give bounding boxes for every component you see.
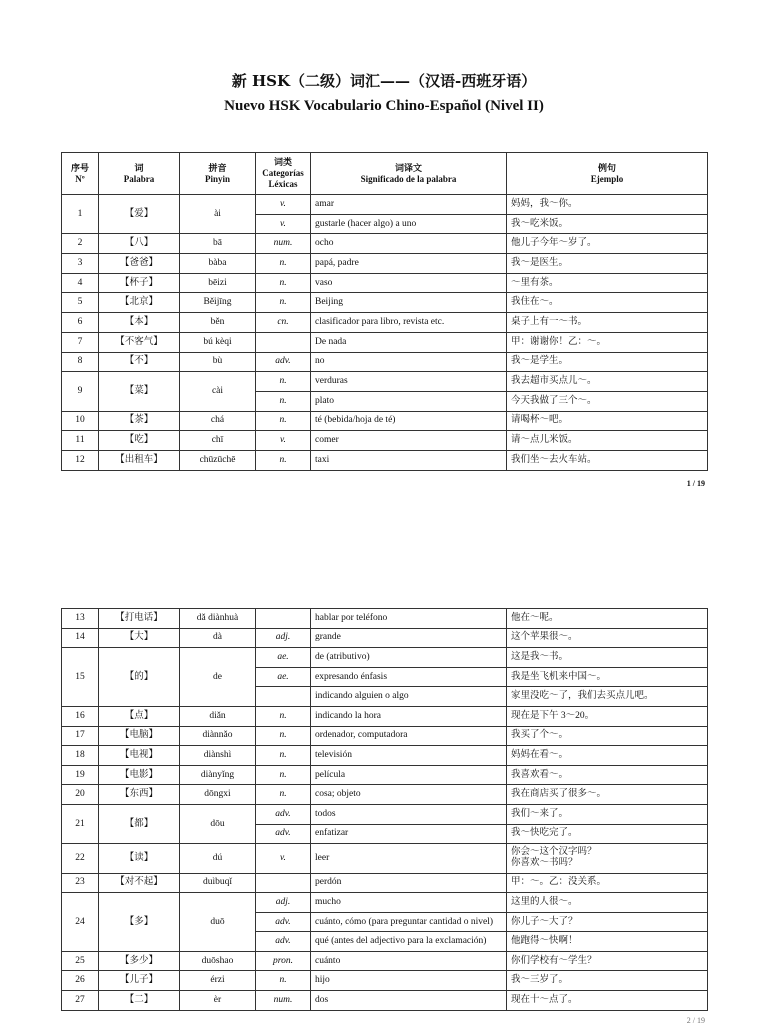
entry-example: 我～三岁了。	[507, 971, 708, 991]
entry-example: 这个苹果很～。	[507, 628, 708, 648]
entry-meaning: televisión	[311, 746, 507, 766]
entry-meaning: clasificador para libro, revista etc.	[311, 313, 507, 333]
entry-pinyin: dú	[180, 844, 256, 873]
entry-example: 你们学校有～学生？	[507, 951, 708, 971]
entry-category: cn.	[256, 313, 311, 333]
entry-word: 【不】	[99, 352, 180, 372]
entry-category: ae.	[256, 667, 311, 687]
entry-category: v.	[256, 844, 311, 873]
entry-pinyin: dōngxi	[180, 785, 256, 805]
entry-meaning: gustarle (hacer algo) a uno	[311, 214, 507, 234]
entry-category	[256, 873, 311, 893]
entry-word: 【点】	[99, 706, 180, 726]
entry-example: 甲：～。乙：没关系。	[507, 873, 708, 893]
entry-word: 【对不起】	[99, 873, 180, 893]
entry-number: 24	[62, 893, 99, 952]
entry-category: pron.	[256, 951, 311, 971]
entry-word: 【读】	[99, 844, 180, 873]
entry-category	[256, 687, 311, 707]
entry-word: 【儿子】	[99, 971, 180, 991]
entry-number: 25	[62, 951, 99, 971]
entry-pinyin: dà	[180, 628, 256, 648]
entry-example: 妈妈在看～。	[507, 746, 708, 766]
entry-category: v.	[256, 431, 311, 451]
vocab-table-page-1	[61, 152, 708, 471]
table-row	[62, 804, 708, 824]
entry-number: 20	[62, 785, 99, 805]
entry-example: 请喝杯～吧。	[507, 411, 708, 431]
entry-number: 17	[62, 726, 99, 746]
entry-meaning: expresando énfasis	[311, 667, 507, 687]
entry-category: ae.	[256, 648, 311, 668]
entry-meaning: ordenador, computadora	[311, 726, 507, 746]
entry-meaning: té (bebida/hoja de té)	[311, 411, 507, 431]
table-row	[62, 873, 708, 893]
entry-category: n.	[256, 254, 311, 274]
entry-word: 【电视】	[99, 746, 180, 766]
table-row	[62, 195, 708, 215]
entry-example: 现在是下午 3～20。	[507, 706, 708, 726]
entry-meaning: ocho	[311, 234, 507, 254]
entry-example: 我买了个～。	[507, 726, 708, 746]
entry-word: 【茶】	[99, 411, 180, 431]
page-number: 1 / 19	[686, 479, 705, 488]
table-row	[62, 234, 708, 254]
table-row	[62, 293, 708, 313]
entry-pinyin: diànyǐng	[180, 765, 256, 785]
entry-meaning: perdón	[311, 873, 507, 893]
entry-example: 我去超市买点儿～。	[507, 372, 708, 392]
entry-example-line: 你会～这个汉字吗？	[511, 847, 597, 858]
entry-pinyin: Běijīng	[180, 293, 256, 313]
entry-number: 8	[62, 352, 99, 372]
table-row	[62, 706, 708, 726]
entry-example: 我～吃米饭。	[507, 214, 708, 234]
entry-meaning: De nada	[311, 332, 507, 352]
entry-meaning: no	[311, 352, 507, 372]
table-row	[62, 254, 708, 274]
entry-example: 妈妈，我～你。	[507, 195, 708, 215]
entry-meaning: plato	[311, 391, 507, 411]
entry-number: 7	[62, 332, 99, 352]
entry-category: adj.	[256, 893, 311, 913]
table-row	[62, 352, 708, 372]
entry-word: 【电脑】	[99, 726, 180, 746]
entry-meaning: película	[311, 765, 507, 785]
entry-example: 他在～呢。	[507, 609, 708, 629]
entry-word: 【八】	[99, 234, 180, 254]
entry-number: 5	[62, 293, 99, 313]
entry-example: 我～是学生。	[507, 352, 708, 372]
entry-category: n.	[256, 746, 311, 766]
table-row	[62, 844, 708, 873]
entry-pinyin: duìbuqǐ	[180, 873, 256, 893]
entry-word: 【多】	[99, 893, 180, 952]
entry-example-line: 你喜欢～书吗？	[511, 858, 578, 869]
entry-word: 【大】	[99, 628, 180, 648]
entry-word: 【吃】	[99, 431, 180, 451]
entry-number: 6	[62, 313, 99, 333]
entry-number: 3	[62, 254, 99, 274]
entry-category: num.	[256, 234, 311, 254]
entry-pinyin: bēizi	[180, 273, 256, 293]
entry-example: 他儿子今年～岁了。	[507, 234, 708, 254]
entry-meaning: enfatizar	[311, 824, 507, 844]
entry-word: 【不客气】	[99, 332, 180, 352]
entry-category: n.	[256, 293, 311, 313]
entry-meaning: comer	[311, 431, 507, 451]
entry-number: 22	[62, 844, 99, 873]
entry-pinyin: chūzūchē	[180, 450, 256, 470]
table-row	[62, 785, 708, 805]
entry-meaning: indicando la hora	[311, 706, 507, 726]
entry-meaning: grande	[311, 628, 507, 648]
entry-number: 9	[62, 372, 99, 411]
entry-meaning: Beijing	[311, 293, 507, 313]
entry-example: 我是坐飞机来中国～。	[507, 667, 708, 687]
table-row	[62, 991, 708, 1011]
entry-pinyin: duō	[180, 893, 256, 952]
entry-example: 我们坐～去火车站。	[507, 450, 708, 470]
title-chinese: 新 HSK（二级）词汇——（汉语-西班牙语）	[231, 72, 537, 90]
entry-pinyin: érzi	[180, 971, 256, 991]
entry-meaning: taxi	[311, 450, 507, 470]
entry-pinyin: ài	[180, 195, 256, 234]
entry-meaning: vaso	[311, 273, 507, 293]
entry-example: 这里的人很～。	[507, 893, 708, 913]
entry-meaning: dos	[311, 991, 507, 1011]
table-row	[62, 411, 708, 431]
page-number-2: 2 / 19	[686, 1016, 705, 1025]
entry-category: n.	[256, 411, 311, 431]
entry-category: v.	[256, 214, 311, 234]
entry-number: 15	[62, 648, 99, 707]
entry-example: ～里有茶。	[507, 273, 708, 293]
entry-category: n.	[256, 372, 311, 392]
entry-category	[256, 332, 311, 352]
entry-example: 我住在～。	[507, 293, 708, 313]
entry-number: 4	[62, 273, 99, 293]
entry-category: adv.	[256, 912, 311, 932]
entry-pinyin: diǎn	[180, 706, 256, 726]
entry-example: 桌子上有一～书。	[507, 313, 708, 333]
entry-meaning: hijo	[311, 971, 507, 991]
entry-pinyin: dǎ diànhuà	[180, 609, 256, 629]
entry-example	[507, 844, 708, 873]
entry-category: adv.	[256, 932, 311, 952]
entry-example: 今天我做了三个～。	[507, 391, 708, 411]
entry-meaning: hablar por teléfono	[311, 609, 507, 629]
entry-pinyin: èr	[180, 991, 256, 1011]
entry-pinyin: bàba	[180, 254, 256, 274]
entry-number: 14	[62, 628, 99, 648]
entry-meaning: verduras	[311, 372, 507, 392]
entry-word: 【都】	[99, 804, 180, 843]
entry-word: 【菜】	[99, 372, 180, 411]
entry-number: 16	[62, 706, 99, 726]
header-meaning: 词译文 Significado de la palabra	[311, 153, 507, 195]
header-word: 词 Palabra	[99, 153, 180, 195]
table-row	[62, 765, 708, 785]
entry-number: 2	[62, 234, 99, 254]
header-example: 例句 Ejemplo	[507, 153, 708, 195]
entry-pinyin: duōshao	[180, 951, 256, 971]
table-row	[62, 648, 708, 668]
entry-category: adj.	[256, 628, 311, 648]
entry-number: 19	[62, 765, 99, 785]
table-row	[62, 313, 708, 333]
entry-word: 【多少】	[99, 951, 180, 971]
entry-category	[256, 609, 311, 629]
table-row	[62, 971, 708, 991]
header-category: 词类 Categorías Léxicas	[256, 153, 311, 195]
entry-number: 1	[62, 195, 99, 234]
entry-pinyin: bù	[180, 352, 256, 372]
entry-pinyin: dōu	[180, 804, 256, 843]
entry-category: n.	[256, 273, 311, 293]
entry-meaning: leer	[311, 844, 507, 873]
entry-pinyin: bú kèqi	[180, 332, 256, 352]
entry-number: 27	[62, 991, 99, 1011]
entry-example: 我喜欢看～。	[507, 765, 708, 785]
entry-meaning: de (atributivo)	[311, 648, 507, 668]
entry-number: 13	[62, 609, 99, 629]
entry-word: 【东西】	[99, 785, 180, 805]
entry-word: 【爸爸】	[99, 254, 180, 274]
entry-category: n.	[256, 726, 311, 746]
entry-example: 现在十～点了。	[507, 991, 708, 1011]
entry-category: num.	[256, 991, 311, 1011]
entry-category: n.	[256, 971, 311, 991]
entry-category: adv.	[256, 824, 311, 844]
entry-category: n.	[256, 785, 311, 805]
entry-example: 我～快吃完了。	[507, 824, 708, 844]
table-row	[62, 431, 708, 451]
entry-pinyin: běn	[180, 313, 256, 333]
entry-number: 12	[62, 450, 99, 470]
entry-word: 【打电话】	[99, 609, 180, 629]
entry-meaning: cuánto, cómo (para preguntar cantidad o nivel)	[311, 912, 507, 932]
entry-meaning: mucho	[311, 893, 507, 913]
table-row	[62, 450, 708, 470]
entry-example: 甲：谢谢你！乙：～。	[507, 332, 708, 352]
entry-example: 请～点儿米饭。	[507, 431, 708, 451]
entry-category: n.	[256, 391, 311, 411]
entry-example: 家里没吃～了，我们去买点儿吧。	[507, 687, 708, 707]
entry-pinyin: bā	[180, 234, 256, 254]
table-row	[62, 893, 708, 913]
entry-meaning: todos	[311, 804, 507, 824]
table-row	[62, 746, 708, 766]
table-row	[62, 628, 708, 648]
entry-meaning: cosa; objeto	[311, 785, 507, 805]
entry-category: n.	[256, 450, 311, 470]
entry-meaning: cuánto	[311, 951, 507, 971]
table-row	[62, 273, 708, 293]
entry-pinyin: cài	[180, 372, 256, 411]
table-row	[62, 609, 708, 629]
entry-number: 11	[62, 431, 99, 451]
entry-pinyin: diànshì	[180, 746, 256, 766]
header-pinyin: 拼音 Pinyin	[180, 153, 256, 195]
entry-example: 这是我～书。	[507, 648, 708, 668]
entry-meaning: papá, padre	[311, 254, 507, 274]
entry-example: 我～是医生。	[507, 254, 708, 274]
entry-example: 你儿子～大了？	[507, 912, 708, 932]
entry-word: 【北京】	[99, 293, 180, 313]
entry-word: 【二】	[99, 991, 180, 1011]
entry-meaning: amar	[311, 195, 507, 215]
entry-example: 我在商店买了很多～。	[507, 785, 708, 805]
entry-meaning: qué (antes del adjectivo para la exclamación)	[311, 932, 507, 952]
entry-word: 【爱】	[99, 195, 180, 234]
entry-example: 我们～来了。	[507, 804, 708, 824]
table-row	[62, 726, 708, 746]
title-spanish: Nuevo HSK Vocabulario Chino-Español (Nivel II)	[224, 98, 544, 114]
entry-word: 【本】	[99, 313, 180, 333]
entry-number: 26	[62, 971, 99, 991]
entry-category: n.	[256, 765, 311, 785]
table-row	[62, 951, 708, 971]
entry-category: adv.	[256, 352, 311, 372]
table-header-row	[62, 153, 708, 195]
entry-number: 23	[62, 873, 99, 893]
entry-category: adv.	[256, 804, 311, 824]
entry-pinyin: chī	[180, 431, 256, 451]
entry-word: 【电影】	[99, 765, 180, 785]
entry-meaning: indicando alguien o algo	[311, 687, 507, 707]
vocab-table-page-2	[61, 608, 708, 1011]
entry-number: 18	[62, 746, 99, 766]
entry-word: 【出租车】	[99, 450, 180, 470]
entry-word: 【杯子】	[99, 273, 180, 293]
entry-word: 【的】	[99, 648, 180, 707]
header-num: 序号 Nº	[62, 153, 99, 195]
entry-pinyin: chá	[180, 411, 256, 431]
entry-number: 10	[62, 411, 99, 431]
entry-pinyin: diànnǎo	[180, 726, 256, 746]
entry-category: n.	[256, 706, 311, 726]
entry-example: 他跑得～快啊！	[507, 932, 708, 952]
table-row	[62, 332, 708, 352]
entry-category: v.	[256, 195, 311, 215]
table-row	[62, 372, 708, 392]
entry-number: 21	[62, 804, 99, 843]
entry-pinyin: de	[180, 648, 256, 707]
